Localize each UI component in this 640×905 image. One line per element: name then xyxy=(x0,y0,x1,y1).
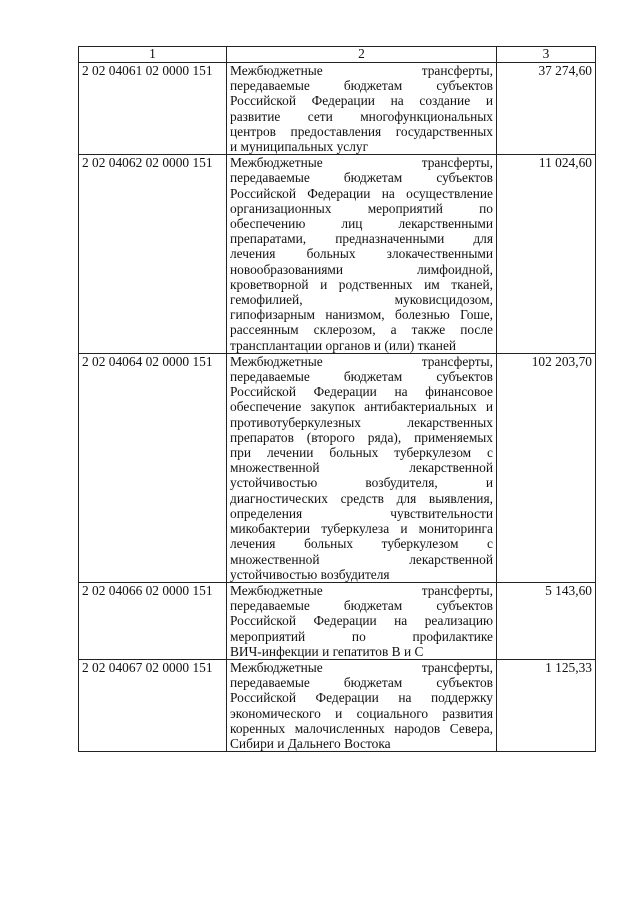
description-line: передаваемые бюджетам субъектов xyxy=(230,78,493,94)
description-line: развитие сети многофункциональных xyxy=(230,108,493,124)
column-header-3: 3 xyxy=(497,47,596,63)
amount-cell: 5 143,60 xyxy=(497,582,596,659)
amount-cell: 37 274,60 xyxy=(497,63,596,155)
description-line: экономического и социального развития xyxy=(230,705,493,721)
description-line: Российской Федерации на финансовое xyxy=(230,384,493,400)
column-header-2: 2 xyxy=(227,47,497,63)
description-line: Межбюджетные трансферты, xyxy=(230,353,493,369)
budget-code: 2 02 04062 02 0000 151 xyxy=(79,155,227,354)
description-line: передаваемые бюджетам субъектов xyxy=(230,598,493,614)
table-row xyxy=(79,353,596,582)
description-line: Межбюджетные трансферты, xyxy=(230,582,493,598)
description-line: гемофилией, муковисцидозом, xyxy=(230,292,493,308)
budget-code: 2 02 04067 02 0000 151 xyxy=(79,659,227,751)
description-line: Российской Федерации на создание и xyxy=(230,93,493,109)
description-line: лечения больных злокачественными xyxy=(230,246,493,262)
description-line: при лечении больных туберкулезом с xyxy=(230,445,493,461)
description-cell xyxy=(227,63,497,155)
description-line: ВИЧ-инфекции и гепатитов В и С xyxy=(230,643,424,659)
header-row xyxy=(79,47,596,63)
description-cell xyxy=(227,155,497,354)
table-row xyxy=(79,582,596,659)
amount-cell: 102 203,70 xyxy=(497,353,596,582)
table-body xyxy=(79,63,596,752)
description-line: рассеянным склерозом, а также после xyxy=(230,322,493,338)
budget-code: 2 02 04064 02 0000 151 xyxy=(79,353,227,582)
description-line: передаваемые бюджетам субъектов xyxy=(230,170,493,186)
description-line: коренных малочисленных народов Севера, xyxy=(230,720,493,736)
budget-code: 2 02 04066 02 0000 151 xyxy=(79,582,227,659)
budget-code: 2 02 04061 02 0000 151 xyxy=(79,63,227,155)
description-line: Межбюджетные трансферты, xyxy=(230,155,493,171)
description-line: устойчивостью возбудителя xyxy=(230,566,390,582)
description-line: Межбюджетные трансферты, xyxy=(230,63,493,78)
column-header-1: 1 xyxy=(79,47,227,63)
description-line: новообразованиями лимфоидной, xyxy=(230,261,493,277)
description-line: кроветворной и родственных им тканей, xyxy=(230,276,493,292)
description-line: гипофизарным нанизмом, болезнью Гоше, xyxy=(230,307,493,323)
description-line: препаратов (второго ряда), применяемых xyxy=(230,429,493,445)
description-cell xyxy=(227,582,497,659)
table-row xyxy=(79,155,596,354)
description-line: множественной лекарственной xyxy=(230,460,493,476)
description-line: передаваемые бюджетам субъектов xyxy=(230,369,493,385)
description-line: противотуберкулезных лекарственных xyxy=(230,414,493,430)
description-line: диагностических средств для выявления, xyxy=(230,490,493,506)
description-line: множественной лекарственной xyxy=(230,551,493,567)
description-line: препаратами, предназначенными для xyxy=(230,231,493,247)
description-line: центров предоставления государственных xyxy=(230,123,493,139)
table-row xyxy=(79,659,596,751)
description-line: Российской Федерации на осуществление xyxy=(230,185,493,201)
amount-cell: 11 024,60 xyxy=(497,155,596,354)
description-line: Российской Федерации на поддержку xyxy=(230,690,493,706)
budget-table xyxy=(78,46,596,752)
description-line: Сибири и Дальнего Востока xyxy=(230,735,391,751)
description-line: организационных мероприятий по xyxy=(230,200,493,216)
description-cell xyxy=(227,659,497,751)
description-line: микобактерии туберкулеза и мониторинга xyxy=(230,521,493,537)
description-line: обеспечение закупок антибактериальных и xyxy=(230,399,493,415)
description-line: обеспечению лиц лекарственными xyxy=(230,216,493,232)
description-line: устойчивостью возбудителя, и xyxy=(230,475,493,491)
amount-cell: 1 125,33 xyxy=(497,659,596,751)
description-line: определения чувствительности xyxy=(230,505,493,521)
description-line: Межбюджетные трансферты, xyxy=(230,659,493,675)
description-cell xyxy=(227,353,497,582)
description-line: и муниципальных услуг xyxy=(230,139,369,155)
description-line: трансплантации органов и (или) тканей xyxy=(230,337,457,353)
description-line: мероприятий по профилактике xyxy=(230,628,493,644)
table-row xyxy=(79,63,596,155)
description-line: передаваемые бюджетам субъектов xyxy=(230,675,493,691)
description-line: лечения больных туберкулезом с xyxy=(230,536,493,552)
description-line: Российской Федерации на реализацию xyxy=(230,613,493,629)
